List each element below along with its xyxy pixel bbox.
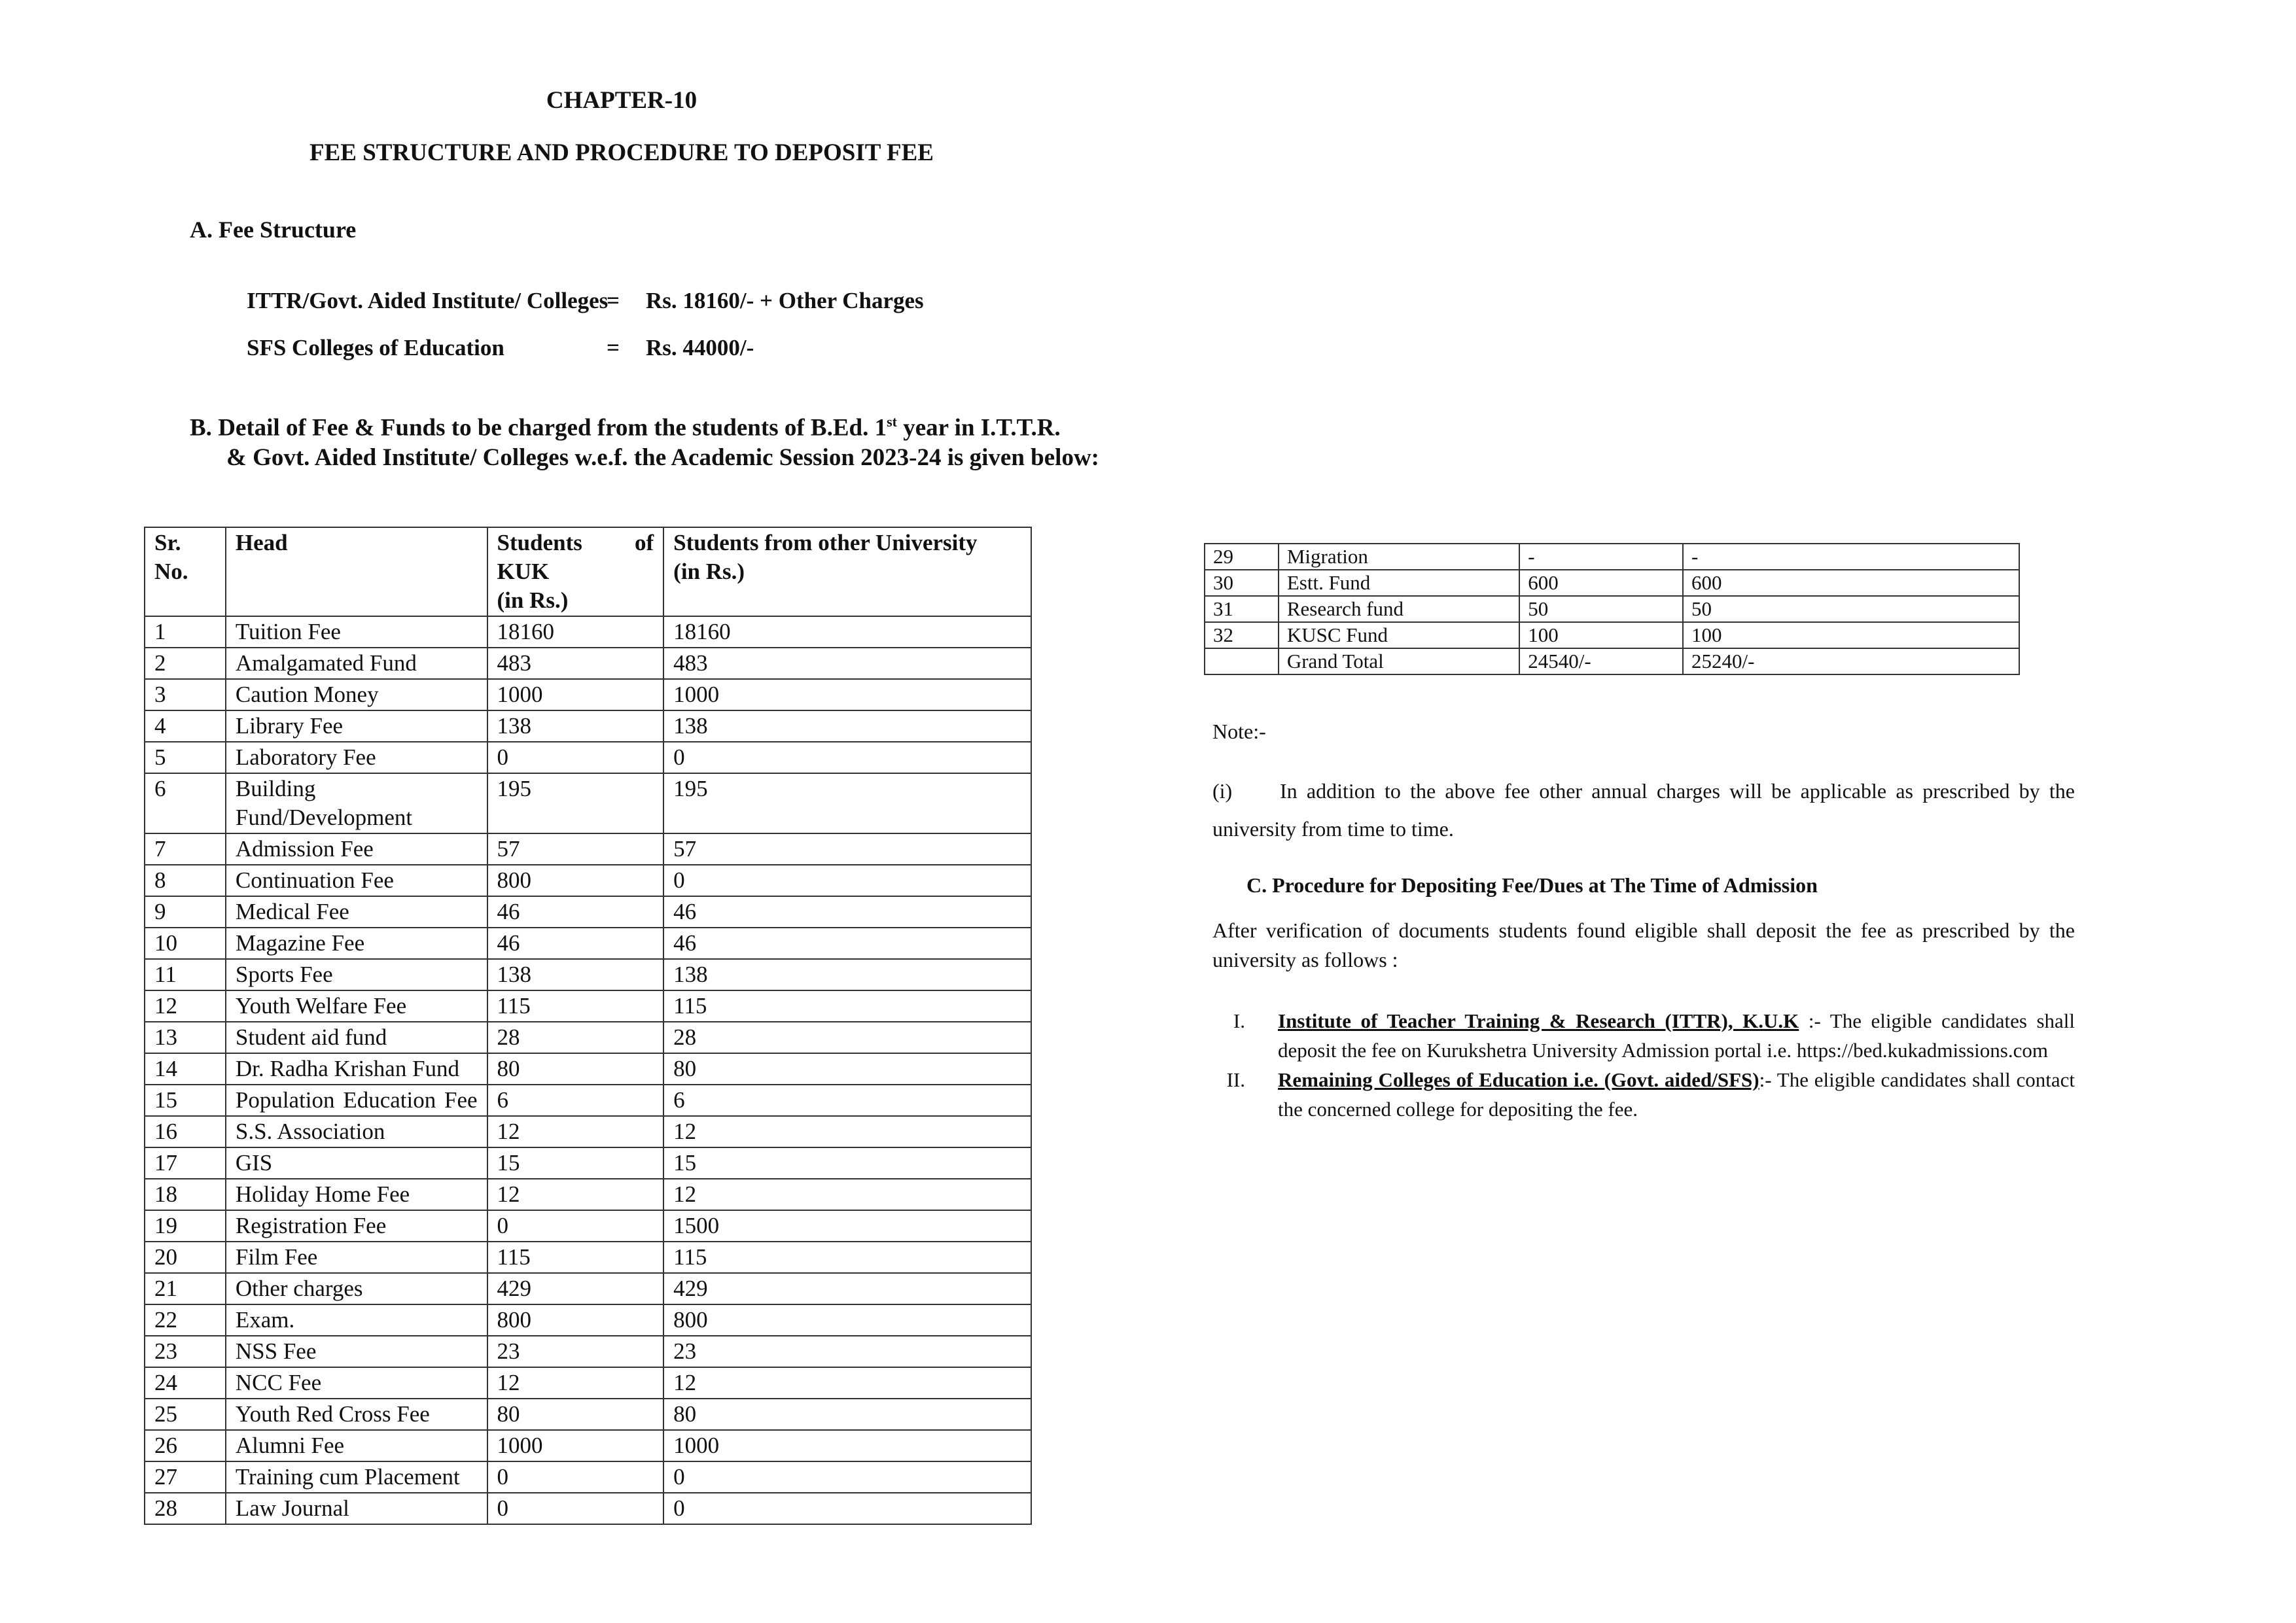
cell-head: Tuition Fee [226, 616, 487, 648]
cell-other: 6 [663, 1085, 1031, 1116]
cell-head: Caution Money [226, 679, 487, 710]
cell-head: NCC Fee [226, 1367, 487, 1399]
section-b-prefix: B. [190, 414, 212, 442]
section-b-superscript: st [887, 413, 897, 430]
cell-other: 138 [663, 710, 1031, 742]
procedure-intro: After verification of documents students found eligible shall deposit the fee as prescribed by the university as follows : [1212, 918, 2075, 971]
cell-kuk: 50 [1519, 596, 1683, 622]
cell-kuk: 115 [487, 1242, 664, 1273]
cell-other: 0 [663, 865, 1031, 896]
cell-other: 28 [663, 1022, 1031, 1053]
fee-table-continued-body [1205, 544, 2019, 674]
header-kuk [487, 527, 664, 616]
table-row [145, 865, 1031, 896]
header-kuk-line2: KUK [497, 559, 550, 584]
section-b-heading [190, 407, 1139, 473]
table-row [145, 1430, 1031, 1461]
table-row [145, 1273, 1031, 1304]
table-row [145, 710, 1031, 742]
cell-other: 80 [663, 1053, 1031, 1085]
table-row [145, 1242, 1031, 1273]
procedure-item-colleges [1212, 1065, 2075, 1124]
cell-other: 600 [1683, 570, 2019, 596]
procedure-item-ittr [1212, 1006, 2075, 1065]
table-row [145, 896, 1031, 928]
section-b-line2: & Govt. Aided Institute/ Colleges w.e.f. the Academic Session 2023-24 is given below: [226, 444, 1100, 472]
cell-other: 115 [663, 1242, 1031, 1273]
chapter-number: CHAPTER-10 [546, 87, 698, 114]
fee-table-header [145, 527, 1031, 616]
cell-head: Laboratory Fee [226, 742, 487, 773]
cell-sr: 25 [145, 1399, 226, 1430]
cell-head: S.S. Association [226, 1116, 487, 1147]
table-row [145, 742, 1031, 773]
cell-other: 1000 [663, 679, 1031, 710]
cell-kuk: 46 [487, 896, 664, 928]
cell-sr: 28 [145, 1493, 226, 1524]
cell-sr: 13 [145, 1022, 226, 1053]
table-row [1205, 544, 2019, 570]
cell-other: 1500 [663, 1210, 1031, 1242]
cell-head: Research fund [1279, 596, 1519, 622]
cell-sr: 2 [145, 648, 226, 679]
fee-structure-equals: = [607, 288, 620, 313]
cell-kuk: 115 [487, 990, 664, 1022]
cell-kuk: 600 [1519, 570, 1683, 596]
cell-kuk: 28 [487, 1022, 664, 1053]
table-row [145, 1336, 1031, 1367]
section-c-heading: C. Procedure for Depositing Fee/Dues at The Time of Admission [1246, 873, 1818, 897]
table-row [145, 1053, 1031, 1085]
cell-kuk: 138 [487, 959, 664, 990]
cell-other: 0 [663, 742, 1031, 773]
cell-sr: 15 [145, 1085, 226, 1116]
cell-kuk: 0 [487, 1493, 664, 1524]
cell-head: Library Fee [226, 710, 487, 742]
fee-table-continued [1204, 543, 2020, 675]
cell-other: 115 [663, 990, 1031, 1022]
cell-kuk: 0 [487, 1461, 664, 1493]
cell-kuk: 12 [487, 1116, 664, 1147]
cell-kuk: 80 [487, 1053, 664, 1085]
table-row [145, 959, 1031, 990]
cell-sr: 14 [145, 1053, 226, 1085]
cell-sr: 27 [145, 1461, 226, 1493]
procedure-text: :- The eligible candidates shall contact the concerned college for depositing the fee. [1278, 1068, 2075, 1121]
cell-kuk: 800 [487, 1304, 664, 1336]
cell-other: 23 [663, 1336, 1031, 1367]
table-row [145, 616, 1031, 648]
cell-sr: 31 [1205, 596, 1279, 622]
cell-other: 46 [663, 928, 1031, 959]
cell-other: 100 [1683, 622, 2019, 648]
cell-other: 50 [1683, 596, 2019, 622]
cell-other: 0 [663, 1493, 1031, 1524]
cell-sr: 11 [145, 959, 226, 990]
cell-head: Registration Fee [226, 1210, 487, 1242]
cell-kuk: 195 [487, 773, 664, 833]
table-row [145, 1022, 1031, 1053]
section-b-line1: Detail of Fee & Funds to be charged from the students of B.Ed. 1 [218, 414, 887, 442]
cell-head: Other charges [226, 1273, 487, 1304]
cell-sr: 29 [1205, 544, 1279, 570]
cell-kuk: 12 [487, 1179, 664, 1210]
cell-kuk: 46 [487, 928, 664, 959]
section-a-heading: A. Fee Structure [190, 217, 357, 243]
cell-sr: 7 [145, 833, 226, 865]
cell-head: Youth Welfare Fee [226, 990, 487, 1022]
cell-kuk: 0 [487, 1210, 664, 1242]
table-row [1205, 622, 2019, 648]
cell-sr: 16 [145, 1116, 226, 1147]
cell-head: Student aid fund [226, 1022, 487, 1053]
cell-other: 15 [663, 1147, 1031, 1179]
note-item [1212, 772, 2075, 848]
cell-kuk: 12 [487, 1367, 664, 1399]
table-row [145, 1116, 1031, 1147]
cell-kuk: 6 [487, 1085, 664, 1116]
header-other-line2: (in Rs.) [673, 559, 745, 584]
table-row [1205, 570, 2019, 596]
table-row [145, 928, 1031, 959]
cell-sr: 26 [145, 1430, 226, 1461]
cell-other: 138 [663, 959, 1031, 990]
procedure-title: Remaining Colleges of Education i.e. (Govt. aided/SFS) [1278, 1068, 1759, 1091]
section-b-line1-end: year in I.T.T.R. [897, 414, 1061, 442]
table-row [145, 1461, 1031, 1493]
cell-sr: 12 [145, 990, 226, 1022]
cell-other: 195 [663, 773, 1031, 833]
table-row [145, 1304, 1031, 1336]
cell-head: Holiday Home Fee [226, 1179, 487, 1210]
cell-other: 12 [663, 1116, 1031, 1147]
cell-kuk: 80 [487, 1399, 664, 1430]
cell-other: 25240/- [1683, 648, 2019, 674]
fee-structure-value: Rs. 18160/- + Other Charges [646, 288, 924, 313]
cell-head: Law Journal [226, 1493, 487, 1524]
cell-other: 46 [663, 896, 1031, 928]
cell-kuk: 23 [487, 1336, 664, 1367]
note-label: Note:- [1212, 720, 1266, 743]
fee-structure-label: ITTR/Govt. Aided Institute/ Colleges [247, 288, 609, 313]
procedure-text: :- The eligible candidates shall deposit the fee on Kurukshetra University Admission portal i.e. https://bed.kukadmissions.com [1278, 1009, 2075, 1062]
table-row [145, 1179, 1031, 1210]
table-row [145, 648, 1031, 679]
cell-sr: 10 [145, 928, 226, 959]
cell-head: NSS Fee [226, 1336, 487, 1367]
table-row [145, 773, 1031, 833]
cell-sr: 22 [145, 1304, 226, 1336]
cell-sr: 32 [1205, 622, 1279, 648]
cell-head: Magazine Fee [226, 928, 487, 959]
cell-sr: 21 [145, 1273, 226, 1304]
cell-other: 429 [663, 1273, 1031, 1304]
table-row [145, 833, 1031, 865]
note-number: (i) [1212, 779, 1233, 803]
cell-kuk: 483 [487, 648, 664, 679]
cell-head: Sports Fee [226, 959, 487, 990]
page-title: FEE STRUCTURE AND PROCEDURE TO DEPOSIT FEE [309, 139, 934, 166]
fee-structure-value: Rs. 44000/- [646, 335, 754, 360]
cell-sr: 20 [145, 1242, 226, 1273]
fee-structure-label: SFS Colleges of Education [247, 335, 504, 360]
cell-other: 12 [663, 1179, 1031, 1210]
cell-sr: 9 [145, 896, 226, 928]
header-kuk-line3: (in Rs.) [497, 587, 569, 613]
cell-head: Dr. Radha Krishan Fund [226, 1053, 487, 1085]
cell-head: Grand Total [1279, 648, 1519, 674]
cell-kuk: 0 [487, 742, 664, 773]
cell-other: 57 [663, 833, 1031, 865]
cell-other: 483 [663, 648, 1031, 679]
cell-sr: 8 [145, 865, 226, 896]
cell-kuk: 24540/- [1519, 648, 1683, 674]
cell-head: Alumni Fee [226, 1430, 487, 1461]
cell-kuk: 138 [487, 710, 664, 742]
cell-sr: 18 [145, 1179, 226, 1210]
cell-other: - [1683, 544, 2019, 570]
cell-sr: 4 [145, 710, 226, 742]
cell-kuk: 57 [487, 833, 664, 865]
procedure-number: II. [1226, 1068, 1245, 1091]
cell-sr: 19 [145, 1210, 226, 1242]
note-text: In addition to the above fee other annual charges will be applicable as prescribed by the university from time to time. [1212, 779, 2075, 841]
cell-other: 800 [663, 1304, 1031, 1336]
table-row [145, 990, 1031, 1022]
cell-kuk: 429 [487, 1273, 664, 1304]
procedure-title: Institute of Teacher Training & Research (ITTR), K.U.K [1278, 1009, 1799, 1032]
cell-head: Building Fund/Development [226, 773, 487, 833]
cell-kuk: 15 [487, 1147, 664, 1179]
cell-head: Youth Red Cross Fee [226, 1399, 487, 1430]
table-row [145, 1399, 1031, 1430]
fee-table-body [145, 616, 1031, 1524]
cell-kuk: 800 [487, 865, 664, 896]
cell-head: KUSC Fund [1279, 622, 1519, 648]
cell-sr: 24 [145, 1367, 226, 1399]
cell-head: Population Education Fee [226, 1085, 487, 1116]
cell-sr: 5 [145, 742, 226, 773]
cell-head: Admission Fee [226, 833, 487, 865]
cell-other: 18160 [663, 616, 1031, 648]
table-row [145, 1493, 1031, 1524]
cell-head: GIS [226, 1147, 487, 1179]
cell-sr: 1 [145, 616, 226, 648]
cell-kuk: 100 [1519, 622, 1683, 648]
cell-sr: 17 [145, 1147, 226, 1179]
cell-head: Migration [1279, 544, 1519, 570]
table-row [145, 679, 1031, 710]
table-row [1205, 596, 2019, 622]
table-row [145, 1147, 1031, 1179]
cell-sr [1205, 648, 1279, 674]
cell-other: 1000 [663, 1430, 1031, 1461]
cell-other: 0 [663, 1461, 1031, 1493]
cell-kuk: - [1519, 544, 1683, 570]
cell-head: Exam. [226, 1304, 487, 1336]
cell-sr: 30 [1205, 570, 1279, 596]
cell-other: 12 [663, 1367, 1031, 1399]
cell-sr: 3 [145, 679, 226, 710]
cell-kuk: 18160 [487, 616, 664, 648]
cell-sr: 6 [145, 773, 226, 833]
cell-head: Medical Fee [226, 896, 487, 928]
cell-head: Film Fee [226, 1242, 487, 1273]
header-sr-no: Sr. No. [145, 527, 226, 616]
cell-head: Continuation Fee [226, 865, 487, 896]
cell-head: Training cum Placement [226, 1461, 487, 1493]
table-row [1205, 648, 2019, 674]
cell-kuk: 1000 [487, 679, 664, 710]
table-row [145, 1085, 1031, 1116]
procedure-number: I. [1233, 1009, 1245, 1032]
header-other-university [663, 527, 1031, 616]
header-kuk-line1: Students of [497, 530, 654, 555]
cell-head: Estt. Fund [1279, 570, 1519, 596]
table-row [145, 1210, 1031, 1242]
cell-sr: 23 [145, 1336, 226, 1367]
fee-structure-equals: = [607, 335, 620, 360]
cell-kuk: 1000 [487, 1430, 664, 1461]
header-head: Head [226, 527, 487, 616]
cell-head: Amalgamated Fund [226, 648, 487, 679]
table-row [145, 1367, 1031, 1399]
cell-other: 80 [663, 1399, 1031, 1430]
header-other-line1: Students from other University [673, 530, 978, 555]
fee-table [144, 527, 1032, 1525]
